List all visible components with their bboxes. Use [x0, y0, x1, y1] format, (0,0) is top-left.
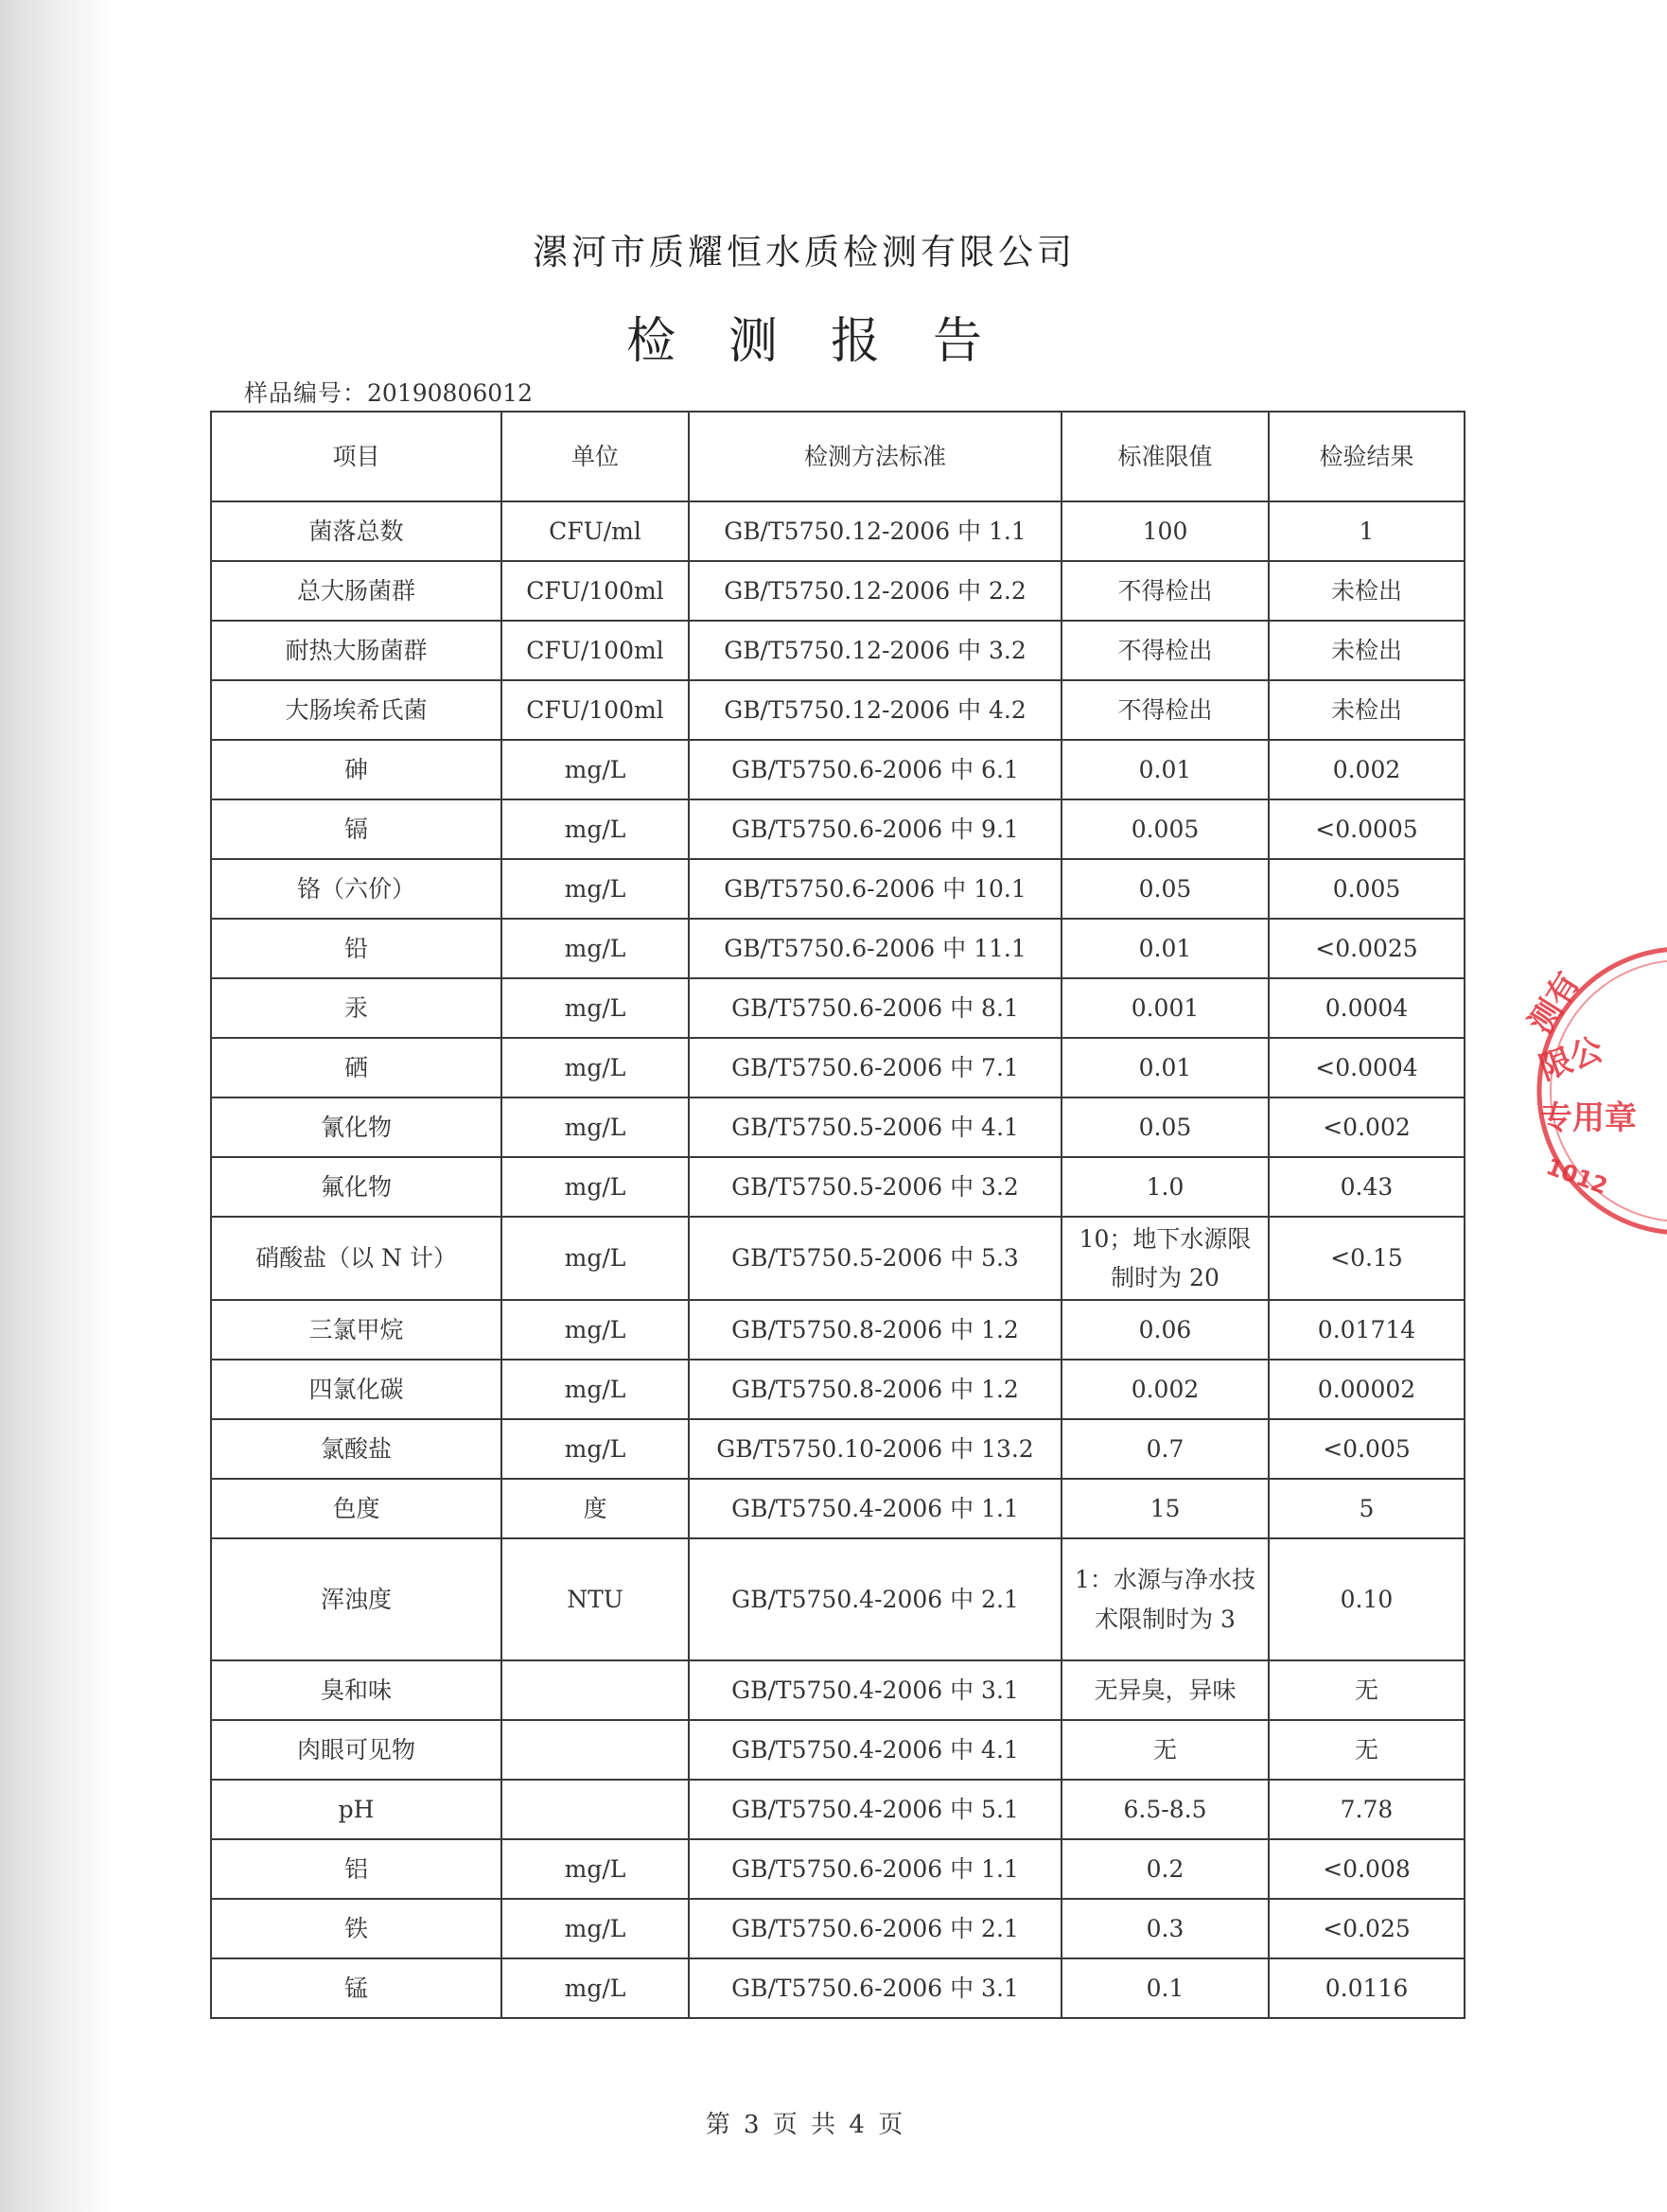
- cell-result: <0.005: [1269, 1419, 1465, 1479]
- table-row: [211, 1300, 1465, 1360]
- cell-limit: 0.002: [1062, 1360, 1269, 1419]
- table-row: [211, 859, 1465, 919]
- company-seal-stamp: [1521, 935, 1667, 1247]
- cell-method: GB/T5750.6-2006 中 1.1: [689, 1839, 1062, 1899]
- cell-unit: CFU/100ml: [501, 680, 689, 740]
- cell-result: <0.025: [1269, 1899, 1465, 1958]
- table-row: [211, 621, 1465, 680]
- cell-unit: mg/L: [501, 859, 689, 919]
- cell-limit: 0.3: [1062, 1899, 1269, 1958]
- cell-item: 色度: [211, 1479, 501, 1538]
- cell-method: GB/T5750.10-2006 中 13.2: [689, 1419, 1062, 1479]
- cell-limit: 无异臭，异味: [1062, 1660, 1269, 1720]
- cell-limit: 不得检出: [1062, 621, 1269, 680]
- cell-unit: mg/L: [501, 799, 689, 859]
- cell-unit: mg/L: [501, 1958, 689, 2018]
- column-header-item: 项目: [211, 412, 501, 501]
- cell-unit: mg/L: [501, 1038, 689, 1097]
- cell-limit: 0.001: [1062, 978, 1269, 1038]
- cell-method: GB/T5750.12-2006 中 2.2: [689, 561, 1062, 621]
- cell-limit: 6.5-8.5: [1062, 1780, 1269, 1839]
- cell-limit: 0.06: [1062, 1300, 1269, 1360]
- cell-method: GB/T5750.6-2006 中 8.1: [689, 978, 1062, 1038]
- cell-unit: mg/L: [501, 1300, 689, 1360]
- cell-result: 无: [1269, 1720, 1465, 1780]
- svg-text:限公: 限公: [1535, 1030, 1608, 1088]
- cell-method: GB/T5750.4-2006 中 1.1: [689, 1479, 1062, 1538]
- cell-limit: 0.2: [1062, 1839, 1269, 1899]
- cell-limit: 不得检出: [1062, 561, 1269, 621]
- sample-number-label: 样品编号：: [244, 379, 368, 407]
- cell-result: 1: [1269, 501, 1465, 561]
- cell-method: GB/T5750.6-2006 中 11.1: [689, 919, 1062, 978]
- cell-item: pH: [211, 1780, 501, 1839]
- cell-unit: mg/L: [501, 1217, 689, 1300]
- cell-unit: NTU: [501, 1538, 689, 1660]
- cell-method: GB/T5750.5-2006 中 3.2: [689, 1157, 1062, 1217]
- cell-item: 氰化物: [211, 1097, 501, 1157]
- cell-method: GB/T5750.8-2006 中 1.2: [689, 1360, 1062, 1419]
- cell-result: 0.43: [1269, 1157, 1465, 1217]
- table-row: [211, 561, 1465, 621]
- cell-method: GB/T5750.6-2006 中 10.1: [689, 859, 1062, 919]
- cell-item: 氯酸盐: [211, 1419, 501, 1479]
- sample-number-value: 20190806012: [367, 379, 533, 407]
- cell-unit: mg/L: [501, 919, 689, 978]
- cell-unit: [501, 1780, 689, 1839]
- cell-result: 0.002: [1269, 740, 1465, 799]
- cell-unit: mg/L: [501, 1360, 689, 1419]
- cell-limit: 100: [1062, 501, 1269, 561]
- cell-unit: mg/L: [501, 1839, 689, 1899]
- table-row: [211, 1038, 1465, 1097]
- column-header-method: 检测方法标准: [689, 412, 1062, 501]
- cell-method: GB/T5750.6-2006 中 3.1: [689, 1958, 1062, 2018]
- cell-limit: 无: [1062, 1720, 1269, 1780]
- cell-limit: 0.1: [1062, 1958, 1269, 2018]
- cell-item: 镉: [211, 799, 501, 859]
- table-row: [211, 501, 1465, 561]
- column-header-unit: 单位: [501, 412, 689, 501]
- cell-item: 菌落总数: [211, 501, 501, 561]
- table-header-row: [211, 412, 1465, 501]
- cell-limit: 1：水源与净水技术限制时为 3: [1062, 1538, 1269, 1660]
- cell-limit: 0.01: [1062, 919, 1269, 978]
- cell-item: 耐热大肠菌群: [211, 621, 501, 680]
- table-row: [211, 1780, 1465, 1839]
- cell-method: GB/T5750.6-2006 中 2.1: [689, 1899, 1062, 1958]
- cell-item: 大肠埃希氏菌: [211, 680, 501, 740]
- cell-method: GB/T5750.6-2006 中 6.1: [689, 740, 1062, 799]
- cell-unit: mg/L: [501, 1097, 689, 1157]
- cell-item: 铅: [211, 919, 501, 978]
- cell-result: 0.00002: [1269, 1360, 1465, 1419]
- cell-item: 硒: [211, 1038, 501, 1097]
- company-name: 漯河市质耀恒水质检测有限公司: [533, 232, 1076, 272]
- svg-text:1012: 1012: [1542, 1152, 1611, 1201]
- table-row: [211, 1157, 1465, 1217]
- table-row: [211, 1479, 1465, 1538]
- cell-method: GB/T5750.4-2006 中 3.1: [689, 1660, 1062, 1720]
- svg-text:专用章: 专用章: [1540, 1099, 1637, 1137]
- table-row: [211, 799, 1465, 859]
- results-table-body: [211, 501, 1465, 2018]
- cell-item: 臭和味: [211, 1660, 501, 1720]
- cell-limit: 10；地下水源限制时为 20: [1062, 1217, 1269, 1300]
- cell-result: 未检出: [1269, 621, 1465, 680]
- table-row: [211, 1720, 1465, 1780]
- cell-item: 肉眼可见物: [211, 1720, 501, 1780]
- table-row: [211, 1958, 1465, 2018]
- cell-method: GB/T5750.4-2006 中 4.1: [689, 1720, 1062, 1780]
- column-header-result: 检验结果: [1269, 412, 1465, 501]
- table-row: [211, 1538, 1465, 1660]
- cell-item: 四氯化碳: [211, 1360, 501, 1419]
- cell-unit: mg/L: [501, 740, 689, 799]
- table-row: [211, 1839, 1465, 1899]
- cell-item: 氟化物: [211, 1157, 501, 1217]
- cell-method: GB/T5750.4-2006 中 2.1: [689, 1538, 1062, 1660]
- column-header-limit: 标准限值: [1062, 412, 1269, 501]
- cell-result: 无: [1269, 1660, 1465, 1720]
- cell-result: <0.0005: [1269, 799, 1465, 859]
- cell-unit: mg/L: [501, 1899, 689, 1958]
- cell-limit: 不得检出: [1062, 680, 1269, 740]
- sample-number: [244, 375, 533, 409]
- table-row: [211, 1899, 1465, 1958]
- report-title: 检测报告: [625, 313, 1035, 370]
- cell-limit: 0.7: [1062, 1419, 1269, 1479]
- cell-method: GB/T5750.12-2006 中 4.2: [689, 680, 1062, 740]
- cell-method: GB/T5750.12-2006 中 3.2: [689, 621, 1062, 680]
- cell-method: GB/T5750.6-2006 中 7.1: [689, 1038, 1062, 1097]
- cell-unit: CFU/ml: [501, 501, 689, 561]
- cell-item: 铝: [211, 1839, 501, 1899]
- cell-unit: mg/L: [501, 1419, 689, 1479]
- cell-method: GB/T5750.12-2006 中 1.1: [689, 501, 1062, 561]
- cell-unit: mg/L: [501, 978, 689, 1038]
- cell-item: 锰: [211, 1958, 501, 2018]
- table-row: [211, 978, 1465, 1038]
- cell-limit: 0.01: [1062, 740, 1269, 799]
- cell-method: GB/T5750.8-2006 中 1.2: [689, 1300, 1062, 1360]
- cell-result: 7.78: [1269, 1780, 1465, 1839]
- cell-method: GB/T5750.5-2006 中 5.3: [689, 1217, 1062, 1300]
- cell-unit: [501, 1720, 689, 1780]
- table-row: [211, 1419, 1465, 1479]
- cell-unit: CFU/100ml: [501, 621, 689, 680]
- cell-result: 未检出: [1269, 561, 1465, 621]
- cell-unit: mg/L: [501, 1157, 689, 1217]
- cell-method: GB/T5750.6-2006 中 9.1: [689, 799, 1062, 859]
- cell-limit: 0.05: [1062, 859, 1269, 919]
- table-row: [211, 1217, 1465, 1300]
- cell-unit: CFU/100ml: [501, 561, 689, 621]
- cell-limit: 0.01: [1062, 1038, 1269, 1097]
- cell-result: 0.0116: [1269, 1958, 1465, 2018]
- cell-limit: 0.005: [1062, 799, 1269, 859]
- cell-result: 未检出: [1269, 680, 1465, 740]
- cell-unit: 度: [501, 1479, 689, 1538]
- cell-item: 铁: [211, 1899, 501, 1958]
- table-row: [211, 1097, 1465, 1157]
- cell-result: <0.002: [1269, 1097, 1465, 1157]
- cell-item: 汞: [211, 978, 501, 1038]
- cell-item: 浑浊度: [211, 1538, 501, 1660]
- cell-result: <0.0004: [1269, 1038, 1465, 1097]
- cell-result: <0.0025: [1269, 919, 1465, 978]
- cell-method: GB/T5750.4-2006 中 5.1: [689, 1780, 1062, 1839]
- cell-limit: 15: [1062, 1479, 1269, 1538]
- page-number: 第 3 页 共 4 页: [705, 2111, 904, 2139]
- cell-unit: [501, 1660, 689, 1720]
- cell-result: 5: [1269, 1479, 1465, 1538]
- cell-result: 0.10: [1269, 1538, 1465, 1660]
- cell-limit: 1.0: [1062, 1157, 1269, 1217]
- results-table: [210, 411, 1465, 2019]
- cell-item: 硝酸盐（以 N 计）: [211, 1217, 501, 1300]
- cell-result: 0.01714: [1269, 1300, 1465, 1360]
- cell-result: 0.0004: [1269, 978, 1465, 1038]
- svg-text:测有: 测有: [1521, 965, 1588, 1041]
- table-row: [211, 1360, 1465, 1419]
- cell-item: 总大肠菌群: [211, 561, 501, 621]
- cell-item: 铬（六价）: [211, 859, 501, 919]
- cell-item: 三氯甲烷: [211, 1300, 501, 1360]
- cell-method: GB/T5750.5-2006 中 4.1: [689, 1097, 1062, 1157]
- table-row: [211, 680, 1465, 740]
- table-row: [211, 1660, 1465, 1720]
- cell-result: <0.008: [1269, 1839, 1465, 1899]
- table-row: [211, 919, 1465, 978]
- cell-result: 0.005: [1269, 859, 1465, 919]
- cell-result: <0.15: [1269, 1217, 1465, 1300]
- cell-limit: 0.05: [1062, 1097, 1269, 1157]
- table-row: [211, 740, 1465, 799]
- cell-item: 砷: [211, 740, 501, 799]
